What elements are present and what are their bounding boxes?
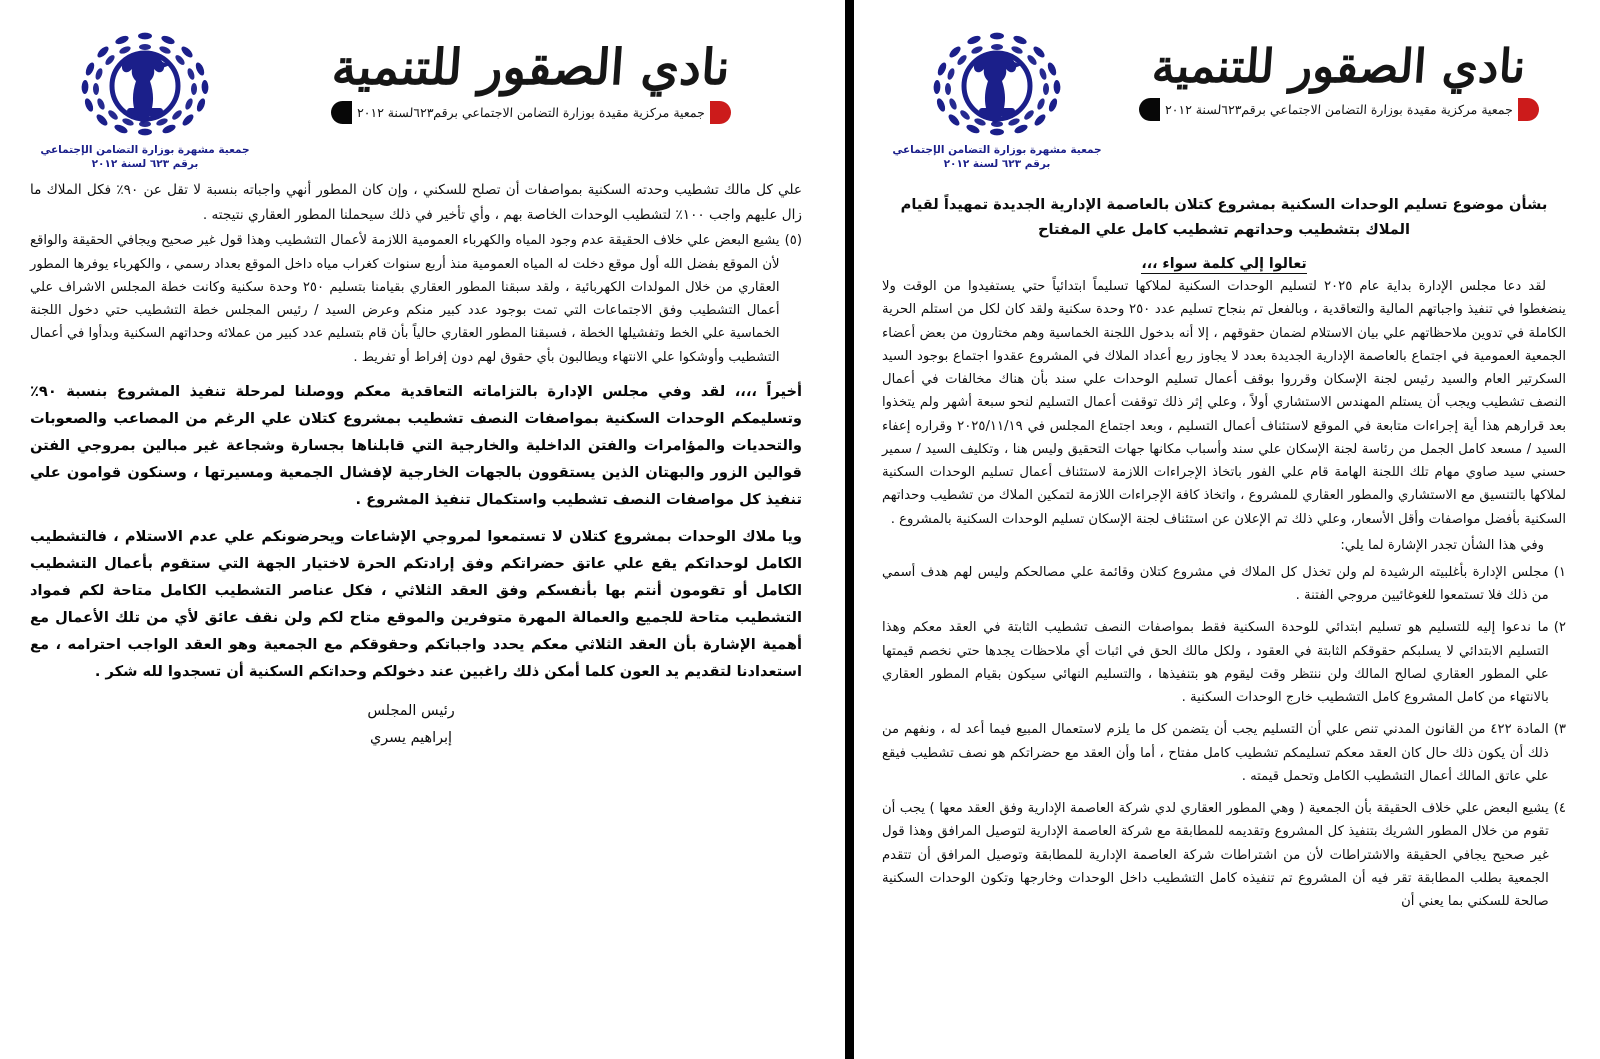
- list-item: [882, 718, 1566, 788]
- list-item-marker: ٣): [1553, 722, 1566, 738]
- list-item-text: مجلس الإدارة بأغلبيته الرشيدة لم ولن تخذل كل الملاك في مشروع كتلان وقائمة علي مصالحكم وليس لهم هدف أسمي من ذلك فلا تستمعوا للغوغائيين مروجي الفتنة .: [882, 565, 1549, 604]
- emblem-block: [882, 26, 1112, 171]
- club-name-block: [260, 26, 802, 124]
- red-half-circle-icon: [710, 101, 731, 124]
- emblem-caption: [882, 143, 1112, 171]
- paragraph-note: وفي هذا الشأن تجدر الإشارة لما يلي:: [1340, 537, 1544, 553]
- list-item-text: المادة ٤٢٢ من القانون المدني تنص علي أن التسليم يجب أن يتضمن كل ما يلزم لاستعمال المبيع فيما أعد له ، ونفهم من ذلك أن يكون ذلك حال كان العقد معكم تسليمكم تشطيب كامل مفتاح ، أما وأن العقد مع حضراتكم هو نصف تشطيب فيقع علي عاتق المالك أعمال التشطيب الكامل وتحمل قيمته .: [882, 722, 1549, 784]
- falcon-laurel-emblem: [70, 28, 220, 140]
- club-name: نادي الصقور للتنمية: [1150, 39, 1528, 93]
- section-heading: [882, 256, 1566, 272]
- paragraph-opening: لقد دعا مجلس الإدارة بداية عام ٢٠٢٥ لتسليم الوحدات السكنية لملاكها تسليماً ابتدائياً حتي يستفيدوا من الوقت ولا ينضغطوا في تنفيذ واجباتهم المالية والتعاقدية ، وبالفعل تم بنجاح تسليم عدد ٢٥٠ وحدة سكنية ولقد كان لكل من استلم الحرية الكاملة في تدوين ملاحظاتهم علي بيان الاستلام لضمان حقوقهم ، إلا أنه بدخول اللجنة الخماسية وهم مختارون من بعض أعضاء الجمعية العمومية في اجتماع بالعاصمة الإدارية الجديدة بعدد لا يجاوز ربع أعداد الملاك في المشروع عقدوا اجتماع بوجود السيد السكرتير العام والسيد رئيس لجنة الإسكان وقرروا بوقف أعمال تسليم الوحدات علي سند بأن هناك مخالفات في أعمال النصف تشطيب ويجب أن يستلم المهندس الاستشاري أولاً ، وعلي إثر ذلك توقفت أعمال التسليم لنحو سبعة أشهر ولم يتخذوا بعد قرارهم هذا أية إجراءات متابعة في الموقع لاستئناف أعمال التسليم ، وبعد اجتماع المجلس في ٢٠٢٥/١١/١٩ وقراره إعفاء السيد / مسعد كامل الجمل من رئاسة لجنة الإسكان علي سند وأسباب مكانها جهات التحقيق وليس هنا ، وتكليف السيد / سمير حسني سيد صاوي مهام تلك اللجنة الهامة قام علي الفور باتخاذ الإجراءات اللازمة لاستئناف أعمال تسليم الوحدات السكنية لملاكها بالتنسيق مع الاستشاري والمطور العقاري للمشروع ، واتخاذ كافة الإجراءات اللازمة لتمكين الملاك من تشطيب وحداتهم السكنية بأفضل مواصفات وأقل الأسعار، وعلي ذلك تم الإعلان عن استئناف لجنة الإسكان تسليم الوحدات السكنية بالمشروع .: [882, 279, 1566, 527]
- list-item: [30, 229, 802, 368]
- signature-name: إبراهيم يسري: [369, 730, 453, 747]
- list-item-text: ما ندعوا إليه للتسليم هو تسليم ابتدائي للوحدة السكنية فقط بمواصفات النصف تشطيب الثابتة في العقد معكم وهذا التسليم الابتدائي لا يسلبكم حقوقكم الثابتة في العقود ، ولكل مالك الحق في اثبات أي ملاحظات يجدها حتي نخصم قيمتها علي المطور العقاري لصالح المالك ولن ننتظر وقت ليقوم هو بتنفيذها ، والتسليم النهائي سيكون بقيام المطور العقاري بالانتهاء من كامل المشروع كامل التشطيب خارج الوحدات السكنية .: [882, 620, 1549, 706]
- registration-text: جمعية مركزية مقيدة بوزارة التضامن الاجتماعي برقم٦٢٣لسنة ٢٠١٢: [356, 105, 706, 121]
- list-item-marker: ١): [1553, 565, 1566, 580]
- list-item-marker: ٢): [1553, 620, 1566, 636]
- binding-rule: [845, 0, 854, 1059]
- page-divider: [842, 0, 858, 1059]
- emblem-caption-line-2: برقم ٦٢٣ لسنة ٢٠١٢: [91, 158, 199, 171]
- emblem-caption: [30, 143, 260, 171]
- registration-line: [260, 101, 802, 124]
- page-one: [858, 0, 1600, 1059]
- list-item-marker: (٥): [784, 233, 802, 249]
- emblem-caption-line-1: جمعية مشهرة بوزارة التضامن الإجتماعي: [40, 144, 250, 156]
- black-half-circle-icon: [331, 101, 352, 124]
- falcon-laurel-emblem: [922, 28, 1072, 140]
- paragraph-continued: علي كل مالك تشطيب وحدته السكنية بمواصفات أن تصلح للسكني ، وإن كان المطور أنهي واجباته بنسبة لا تقل عن ٩٠٪ فكل الملاك ما زال عليهم واجب ١٠٠٪ لتشطيب الوحدات الخاصة بهم ، وأي تأخير في ذلك سيحملنا المطور العقاري نتيجته .: [30, 182, 802, 223]
- numbered-items-list: [882, 561, 1566, 913]
- list-item: [882, 561, 1566, 607]
- emblem-caption-line-1: جمعية مشهرة بوزارة التضامن الإجتماعي: [892, 144, 1102, 156]
- registration-text: جمعية مركزية مقيدة بوزارة التضامن الاجتماعي برقم٦٢٣لسنة ٢٠١٢: [1164, 102, 1514, 118]
- section-heading-text: تعالوا إلي كلمة سواء ،،،: [1141, 256, 1307, 273]
- letterhead: [882, 26, 1566, 178]
- club-name-block: [1112, 26, 1566, 121]
- list-item-text: يشيع البعض علي خلاف الحقيقة عدم وجود المياه والكهرباء العمومية اللازمة لأعمال التشطيب وهذا قول غير صحيح ويجافي الحقيقة والواقع لأن الموقع بفضل الله أول موقع دخلت له المياه العمومية منذ أربع سنوات كغراب مياه داخل الموقع بعداد رسمي ، والكهرباء يوفرها المطور العقاري من خلال المولدات الكهربائية ، ولقد سبقنا المطور العقاري بقيامنا بتسليم ٢٥٠ وحدة سكنية وكانت خطة المجلس الاشراف علي أعمال التشطيب وفق الاجتماعات التي تمت بوجود عدد كبير منكم وعرض السيد / رئيس المجلس خطة التشطيب حتي دخول اللجنة الخماسية علي الخط وتفشيلها الخطة ، فسبقنا المطور العقاري حالياً بأن قام بتسليم عدد كبير من عملائه وحداتهم السكنية وبدأوا في أعمال التشطيب وأوشكوا علي الانتهاء ويطالبون بأي حقوق لهم دون إفراط أو تفريط .: [30, 233, 780, 365]
- list-item-text: يشيع البعض علي خلاف الحقيقة بأن الجمعية ( وهي المطور العقاري لدي شركة العاصمة الإدارية وفق العقد معها ) يجب أن تقوم من خلال المطور الشريك بتنفيذ كل المشروع وتقديمه للمطابقة مع شركة العاصمة الإدارية لتوصيل المرافق وهذا قول غير صحيح يجافي الحقيقة والاشتراطات لأن من اشتراطات شركة العاصمة الإدارية للمطابقة وتوصيل المرافق أن تتقدم الجمعية بطلب المطابقة تقر فيه أن المشروع تم تنفيذه كامل التشطيب داخل الوحدات وخارجها وتكون الوحدات السكنية صالحة للسكني بما يعني أن: [882, 801, 1549, 910]
- black-half-circle-icon: [1139, 98, 1160, 121]
- list-item-marker: ٤): [1553, 801, 1566, 817]
- document-title: بشأن موضوع تسليم الوحدات السكنية بمشروع كتلان بالعاصمة الإدارية الجديدة تمهيداً لقيام الملاك بتشطيب وحداتهم تشطيب كامل علي المفتاح: [900, 196, 1548, 239]
- closing-statement-one: أخيراً ،،،، لقد وفي مجلس الإدارة بالتزاماته التعاقدية معكم ووصلنا لمرحلة تنفيذ المشروع بنسبة ٩٠٪ وتسليمكم الوحدات السكنية بمواصفات النصف تشطيب بمشروع كتلان علي الرغم من المصاعب والصعوبات والتحديات والمؤامرات والفتن الداخلية والخارجية التي قابلناها بجسارة وشجاعة غير مبالين بمروجي الفتن قوالين الزور والبهتان الذين يستقوون بالجهات الخارجية لإفشال الجمعية ومسيرتها ، وسنكون قوامون علي تنفيذ كل مواصفات النصف تشطيب واستكمال تنفيذ المشروع .: [30, 382, 802, 508]
- club-name: نادي الصقور للتنمية: [330, 38, 732, 96]
- emblem-block: [30, 26, 260, 171]
- emblem-caption-line-2: برقم ٦٢٣ لسنة ٢٠١٢: [943, 158, 1051, 171]
- list-item: [882, 616, 1566, 709]
- list-item: [882, 797, 1566, 913]
- red-half-circle-icon: [1518, 98, 1539, 121]
- closing-statement-two: ويا ملاك الوحدات بمشروع كتلان لا تستمعوا لمروجي الإشاعات ويحرضونكم علي عدم الاستلام ، فالتشطيب الكامل لوحداتكم يقع علي عاتق حضراتكم وفق إرادتكم الحرة لاختيار الجهة التي ستقوم بأعمال التشطيب الكامل أو تقومون أنتم بها بأنفسكم وفق العقد الثلاثي ، فكل عناصر التشطيب الكامل متاحة لكم فمواد التشطيب متاحة للجميع والعمالة المهرة متوفرين والموقع متاح لكم ولن نقف عائق لأي من تلك الأعمال مع أهمية الإشارة بأن العقد الثلاثي معكم يحدد واجباتكم وحقوقكم مع الجمعية وهو العقد الواجب احترامه ، مع استعدادنا لتقديم يد العون كلما أمكن ذلك راغبين عند دخولكم وحداتكم السكنية أن تسجدوا لله شكر .: [30, 527, 802, 680]
- letterhead: [30, 26, 802, 178]
- signature-role: رئيس المجلس: [367, 702, 455, 719]
- registration-line: [1112, 98, 1566, 121]
- numbered-items-list-continued: [30, 229, 802, 368]
- signature-block: [30, 698, 802, 753]
